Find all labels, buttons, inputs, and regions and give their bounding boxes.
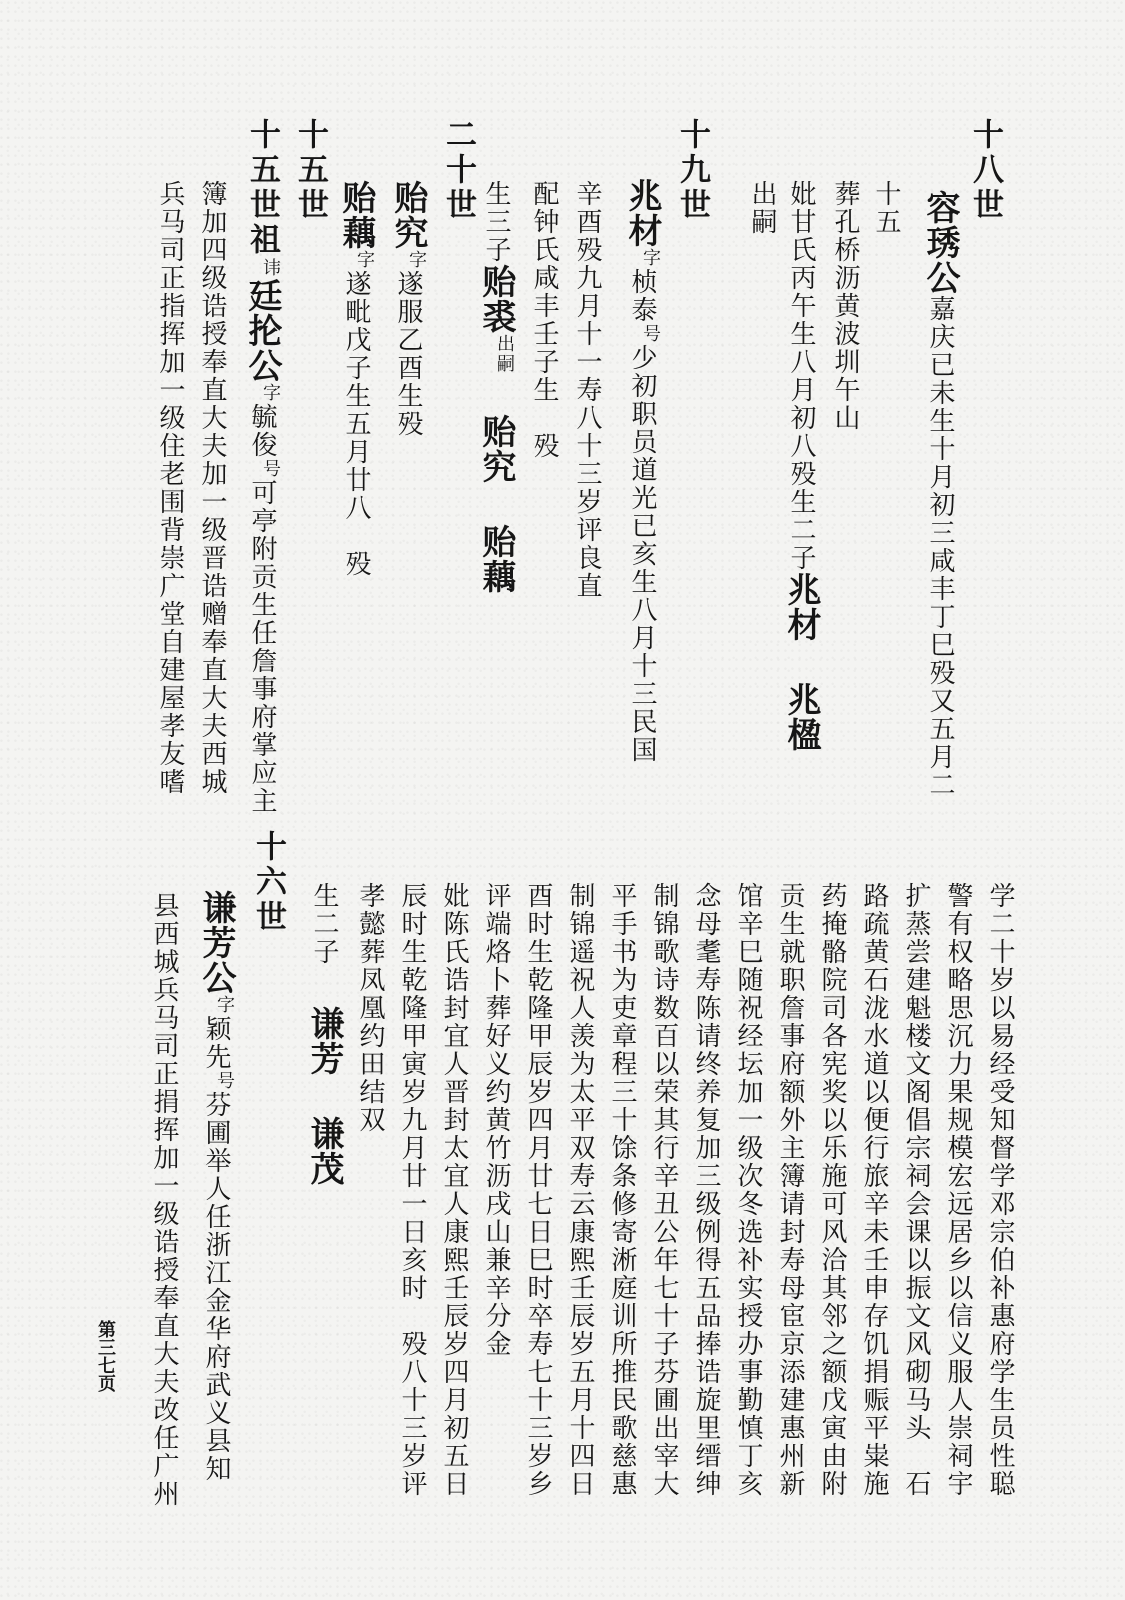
text-column: 辰时生乾隆甲寅岁九月廿一日亥时 殁八十三岁评 bbox=[397, 882, 427, 1498]
person-name: 兆材 bbox=[781, 572, 821, 642]
generation-heading-18: 十八世 bbox=[967, 118, 1003, 223]
text-column: 出嗣 bbox=[747, 180, 777, 236]
annotation-zi: 字 bbox=[260, 383, 281, 403]
person-name: 谦茂 bbox=[304, 1116, 344, 1186]
entry-zhaocai bbox=[622, 178, 662, 764]
text-column: 葬孔桥沥黄波圳午山 bbox=[830, 180, 860, 432]
entry-text: 遂服乙酉生殁 bbox=[393, 270, 423, 438]
annotation-zi: 字 bbox=[214, 995, 235, 1015]
annotation-zi: 字 bbox=[406, 250, 427, 270]
annotation-zi: 字 bbox=[640, 248, 661, 268]
entry-text: 嘉庆已未生十月初三咸丰丁巳殁又五月二 bbox=[925, 295, 955, 799]
person-name: 贻裘 bbox=[476, 264, 516, 334]
text-column: 簿加四级诰授奉直大夫加一级晋诰赠奉直大夫西城 bbox=[197, 180, 227, 796]
entry-yijiu bbox=[388, 180, 428, 438]
person-name: 谦芳 bbox=[304, 1006, 344, 1076]
text-column: 酉时生乾隆甲辰岁四月廿七日巳时卒寿七十三岁乡 bbox=[523, 882, 553, 1498]
entry-text: 颖先 bbox=[201, 1015, 231, 1071]
text-column: 孝懿葬凤凰约田结双 bbox=[355, 882, 385, 1134]
entry-text: 生三子 bbox=[481, 180, 511, 264]
entry-text: 生二子 bbox=[309, 882, 339, 966]
text-column: 药掩骼院司各宪奖以乐施可风洽其邻之额戊寅由附 bbox=[817, 882, 847, 1498]
annotation-hao: 号 bbox=[260, 459, 281, 479]
person-name: 贻究 bbox=[476, 414, 516, 484]
annotation-hao: 号 bbox=[214, 1071, 235, 1091]
text-column: 配钟氏咸丰壬子生 殁 bbox=[529, 180, 559, 460]
text-column: 妣陈氏诰封宜人晋封太宜人康熙壬辰岁四月初五日 bbox=[439, 882, 469, 1498]
entry-heading: 十五世祖 bbox=[244, 118, 280, 258]
text-column: 学二十岁以易经受知督学邓宗伯补惠府学生员性聪 bbox=[985, 882, 1015, 1498]
text-column: 念母耄寿陈请终养复加三级例得五品捧诰旋里缙绅 bbox=[691, 882, 721, 1498]
entry-tinglun bbox=[242, 118, 282, 815]
text-column: 馆辛巳随祝经坛加一级次冬选补实授办事勤慎丁亥 bbox=[733, 882, 763, 1498]
text-column bbox=[781, 180, 821, 752]
entry-text: 妣甘氏丙午生八月初八殁生二子 bbox=[786, 180, 816, 572]
text-column: 路疏黄石泷水道以便行旅辛未壬申存饥捐赈平粜施 bbox=[859, 882, 889, 1498]
person-name: 兆楹 bbox=[781, 682, 821, 752]
text-column: 扩蒸尝建魁楼文阁倡宗祠会课以振文风砌马头 石 bbox=[901, 882, 931, 1498]
person-name: 兆材 bbox=[622, 178, 662, 248]
text-column: 制锦遥祝人羡为太平双寿云康熙壬辰岁五月十四日 bbox=[565, 882, 595, 1498]
text-column: 县西城兵马司正捐挥加一级诰授奉直大夫改任广州 bbox=[149, 892, 179, 1508]
entry-text: 可亭附贡生任詹事府掌应主 bbox=[247, 479, 277, 815]
text-column bbox=[304, 882, 344, 1186]
page-number: 第三七页 bbox=[95, 1320, 116, 1392]
annotation-hui: 讳 bbox=[260, 258, 281, 278]
text-column: 十五 bbox=[871, 180, 901, 236]
person-name: 谦芳公 bbox=[196, 890, 236, 995]
text-column: 评端烙卜葬好义约黄竹沥戌山兼辛分金 bbox=[481, 882, 511, 1358]
generation-heading-20: 二十世 bbox=[440, 118, 476, 223]
generation-heading-15: 十五世 bbox=[292, 118, 328, 223]
text-column: 兵马司正指挥加一级住老围背崇广堂自建屋孝友嗜 bbox=[155, 180, 185, 796]
annotation-zi: 字 bbox=[354, 250, 375, 270]
entry-text: 少初职员道光已亥生八月十三民国 bbox=[627, 344, 657, 764]
generation-heading-16: 十六世 bbox=[250, 830, 286, 935]
person-name: 贻究 bbox=[388, 180, 428, 250]
annotation-hao: 号 bbox=[640, 324, 661, 344]
person-name: 贻藕 bbox=[336, 180, 376, 250]
text-column: 辛酉殁九月十一寿八十三岁评良直 bbox=[572, 180, 602, 600]
entry-text: 桢泰 bbox=[627, 268, 657, 324]
entry-qianfang bbox=[196, 890, 236, 1483]
text-column: 制锦歌诗数百以荣其行辛丑公年七十子芬圃出宰大 bbox=[649, 882, 679, 1498]
person-name: 贻藕 bbox=[476, 524, 516, 594]
entry-rongxiu bbox=[920, 190, 960, 799]
text-column: 平手书为吏章程三十馀条修寄淅庭训所推民歌慈惠 bbox=[607, 882, 637, 1498]
text-column: 警有权略思沉力果规模宏远居乡以信义服人崇祠宇 bbox=[943, 882, 973, 1498]
annotation: 出嗣 bbox=[494, 334, 515, 374]
entry-text: 遂毗戊子生五月廿八 殁 bbox=[341, 270, 371, 578]
person-name: 廷抡公 bbox=[242, 278, 282, 383]
generation-heading-19: 十九世 bbox=[674, 118, 710, 223]
entry-text: 芬圃举人任浙江金华府武义县知 bbox=[201, 1091, 231, 1483]
text-column: 贡生就职詹事府额外主簿请封寿母宦京添建惠州新 bbox=[775, 882, 805, 1498]
entry-yiou bbox=[336, 180, 376, 578]
entry-text: 毓俊 bbox=[247, 403, 277, 459]
person-name: 容琇公 bbox=[920, 190, 960, 295]
text-column bbox=[476, 180, 516, 594]
